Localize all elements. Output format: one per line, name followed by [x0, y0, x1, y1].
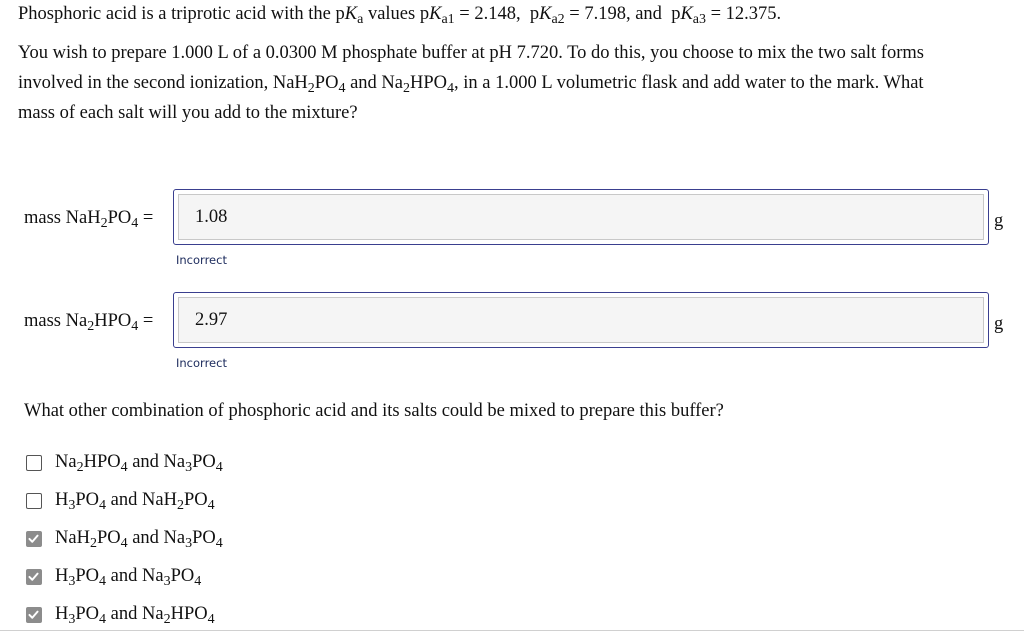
option-checkbox-3[interactable]: [26, 531, 42, 547]
checkmark-icon: [27, 608, 40, 621]
combination-question: What other combination of phosphoric acid and its salts could be mixed to prepare this buffer?: [24, 401, 724, 421]
checkmark-icon: [27, 570, 40, 583]
problem-line-3: mass of each salt will you add to the mixture?: [18, 103, 358, 123]
option-checkbox-2[interactable]: [26, 493, 42, 509]
checkmark-icon: [27, 532, 40, 545]
option-checkbox-5[interactable]: [26, 607, 42, 623]
mass-nah2po4-input[interactable]: [193, 206, 908, 229]
option-label-1[interactable]: $Na_2HPO_4$ and $Na_3PO_4$: [55, 452, 223, 475]
problem-line-1: You wish to prepare 1.000 L of a 0.0300 M phosphate buffer at pH 7.720. To do this, you choose to mix the two salt forms: [18, 43, 924, 63]
option-checkbox-4[interactable]: [26, 569, 42, 585]
option-label-5[interactable]: $H_3PO_4$ and $Na_2HPO_4$: [55, 604, 215, 627]
mass-nah2po4-unit: g: [994, 211, 1004, 231]
mass-nah2po4-field-wrap: [178, 194, 984, 240]
problem-line-2: involved in the second ionization, $NaH_2PO_4$ and $Na_2HPO_4$, in a 1.000 L volumetric flask and add water to the mark. What: [18, 73, 924, 96]
mass-nah2po4-answer-box: [173, 189, 989, 245]
mass-na2hpo4-input[interactable]: [193, 309, 908, 332]
pka-statement: Phosphoric acid is a triprotic acid with the $pK_a$ values $pK_{a1} = 2.148$, $pK_{a2} = 7.198$, and $pK_{a3} = 12.375$.: [18, 4, 782, 27]
mass-na2hpo4-label: mass $Na_2HPO_4$ =: [24, 311, 154, 334]
mass-na2hpo4-answer-box: [173, 292, 989, 348]
mass-na2hpo4-field-wrap: [178, 297, 984, 343]
option-label-3[interactable]: $NaH_2PO_4$ and $Na_3PO_4$: [55, 528, 223, 551]
mass-na2hpo4-status: Incorrect: [176, 356, 227, 370]
option-label-4[interactable]: $H_3PO_4$ and $Na_3PO_4$: [55, 566, 202, 589]
bottom-divider: [0, 630, 1024, 631]
mass-nah2po4-status: Incorrect: [176, 253, 227, 267]
option-label-2[interactable]: $H_3PO_4$ and $NaH_2PO_4$: [55, 490, 215, 513]
option-checkbox-1[interactable]: [26, 455, 42, 471]
mass-nah2po4-label: mass $NaH_2PO_4$ =: [24, 208, 154, 231]
mass-na2hpo4-unit: g: [994, 314, 1004, 334]
